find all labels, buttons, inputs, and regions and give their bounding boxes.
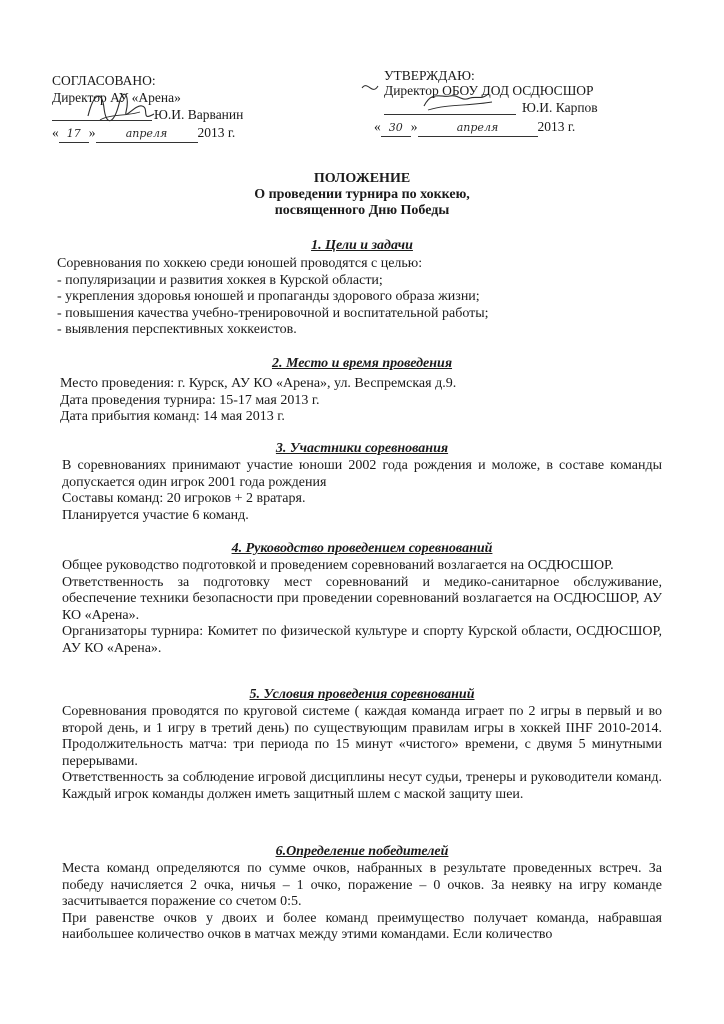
section-1-line: Соревнования по хоккею среди юношей проводятся с целью: — [57, 256, 423, 271]
section-5-paragraph: Ответственность за соблюдение игровой дисциплины несут судьи, тренеры и руководители команд. Каждый игрок команды должен иметь защитный шлем с маской защиту шеи. — [62, 770, 662, 802]
section-1-line: - укрепления здоровья юношей и пропаганды здорового образа жизни; — [57, 289, 480, 304]
approval-left-month: апреля — [96, 125, 198, 143]
section-2-line: Дата прибытия команд: 14 мая 2013 г. — [60, 409, 285, 424]
section-4-paragraph: Организаторы турнира: Комитет по физической культуре и спорту Курской области, ОСДЮСШОР, АУ КО «Арена». — [62, 624, 662, 656]
section-1-line: - популяризации и развития хоккея в Курской области; — [57, 272, 383, 288]
section-5-heading: 5. Условия проведения соревнований — [249, 687, 475, 702]
section-5-paragraph: Соревнования проводятся по круговой системе ( каждая команда играет по 2 игры в первый и во второй день, и 1 игру в третий день) по существующим правилам игры в хоккей IIHF 2010-2014. Продолжительность матча: три периода по 15 минут «чистого» времени, с двумя 5 минутными перерывами. — [62, 704, 662, 769]
section-3-body — [62, 458, 662, 524]
section-2-line: Дата проведения турнира: 15-17 мая 2013 г. — [60, 392, 320, 408]
section-5-body — [62, 704, 662, 803]
approval-left-day: 17 — [59, 125, 89, 143]
section-1-heading: 1. Цели и задачи — [311, 238, 413, 253]
section-3-heading: 3. Участники соревнования — [275, 441, 449, 456]
approval-right-position: Директор ОБОУ ДОД ОСДЮСШОР — [384, 83, 594, 98]
section-1-body — [57, 256, 657, 339]
section-4-body — [62, 558, 662, 657]
doc-title-subtitle-1: О проведении турнира по хоккею, — [254, 187, 470, 202]
section-4-heading: 4. Руководство проведением соревнований — [231, 541, 493, 556]
section-4-paragraph: Ответственность за подготовку мест соревнований и медико-санитарное обслуживание, обеспечение техники безопасности при проведении соревнований возлагается на ОСДЮСШОР, АУ КО «Арена». — [62, 574, 662, 623]
approval-right-month: апреля — [418, 119, 538, 137]
section-6-paragraph: При равенстве очков у двоих и более команд преимущество получает команда, набравшая наибольшее количество очков в матчах между этими командами. Если количество — [62, 910, 662, 942]
approval-left-date: « 17 » апреля 2013 г. — [52, 124, 235, 143]
approval-right-date: « 30 » апреля 2013 г. — [374, 118, 575, 137]
approval-left-name: Ю.И. Варванин — [154, 107, 244, 122]
signature-left-icon — [80, 86, 170, 132]
section-6-paragraph: Места команд определяются по сумме очков, набранных в результате проведенных встреч. За победу начисляется 2 очка, ничья – 1 очко, поражение – 0 очков. За неявку на игру команде засчитывается поражение со счетом 0:5. — [62, 861, 662, 909]
section-1-line: - повышения качества учебно-тренировочной и воспитательной работы; — [57, 305, 489, 321]
section-3-paragraph: Составы команд: 20 игроков + 2 вратаря. — [62, 491, 306, 506]
section-3-paragraph: Планируется участие 6 команд. — [62, 507, 249, 523]
section-1-line: - выявления перспективных хоккеистов. — [57, 322, 297, 337]
section-6-heading: 6.Определение победителей — [275, 844, 449, 859]
section-4-paragraph: Общее руководство подготовкой и проведением соревнований возлагается на ОСДЮСШОР. — [62, 558, 614, 573]
section-2-line: Место проведения: г. Курск, АУ КО «Арена», ул. Веспремская д.9. — [60, 376, 457, 391]
approval-left-position: Директор АУ «Арена» — [52, 90, 181, 105]
section-6-body — [62, 861, 662, 944]
doc-title-main: ПОЛОЖЕНИЕ — [313, 171, 411, 186]
approval-right-day: 30 — [381, 119, 411, 137]
doc-title-subtitle-2: посвященного Дню Победы — [274, 203, 450, 218]
approval-right-heading: УТВЕРЖДАЮ: — [384, 68, 475, 83]
section-3-paragraph: В соревнованиях принимают участие юноши 2002 года рождения и моложе, в составе команды допускается один игрок 2001 года рождения — [62, 458, 662, 490]
approval-right-name: Ю.И. Карпов — [522, 100, 598, 115]
section-2-heading: 2. Место и время проведения — [271, 356, 453, 371]
signature-right-icon — [358, 70, 508, 116]
approval-left-heading: СОГЛАСОВАНО: — [52, 73, 156, 88]
section-2-body — [60, 376, 660, 426]
